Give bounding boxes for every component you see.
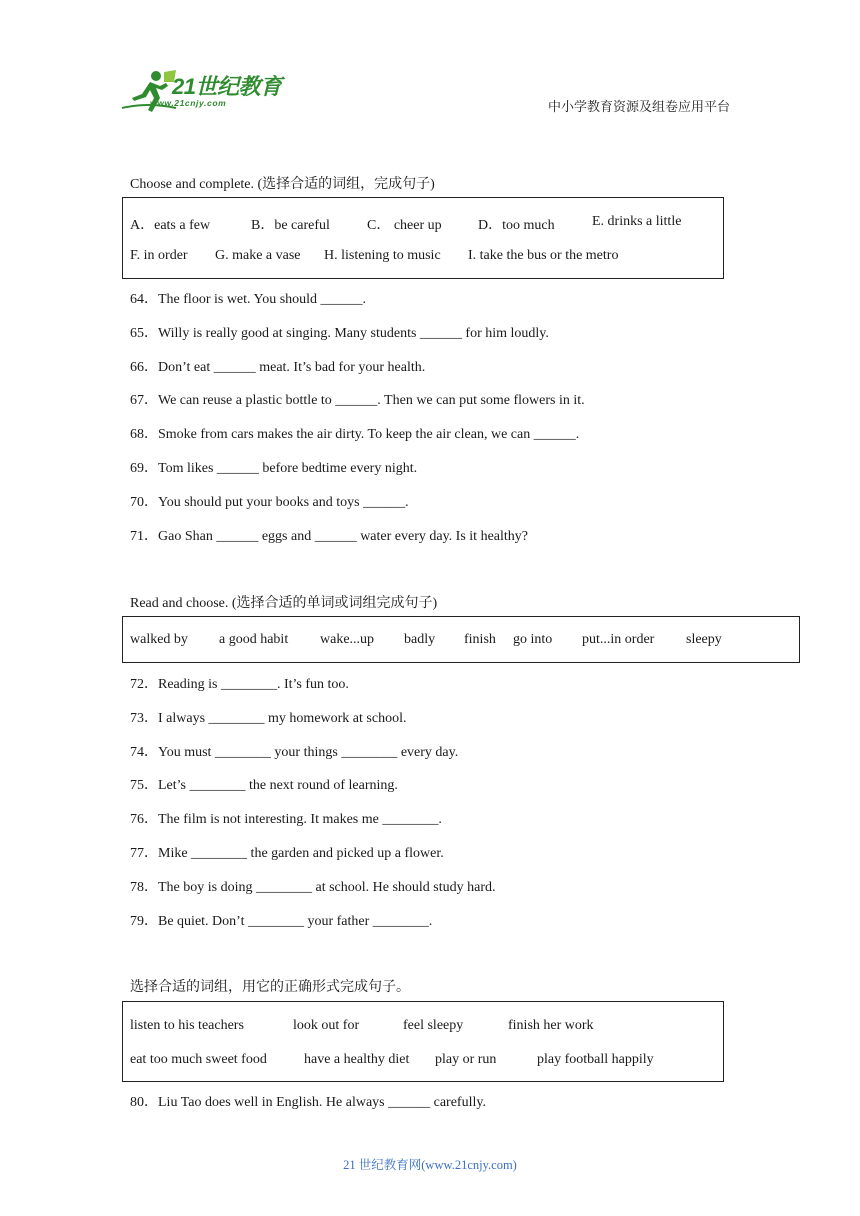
phrase-have-a-healthy-diet: have a healthy diet [304, 1052, 410, 1067]
question-72: 72．Reading is ________. It’s fun too. [130, 677, 349, 692]
logo-subtitle: www.21cnjy.com [150, 98, 227, 108]
question-75: 75．Let’s ________ the next round of learning. [130, 778, 398, 793]
option-b: B．be careful [251, 218, 330, 233]
question-64: 64．The floor is wet. You should ______. [130, 292, 367, 307]
question-65: 65．Willy is really good at singing. Many students ______ for him loudly. [130, 326, 549, 341]
section2-title: Read and choose. (选择合适的单词或词组完成句子) [130, 596, 438, 611]
phrase-play-or-run: play or run [435, 1052, 497, 1067]
phrase-play-football-happily: play football happily [537, 1052, 654, 1067]
word-a-good-habit: a good habit [219, 632, 289, 647]
word-walked-by: walked by [130, 632, 188, 647]
question-76: 76．The film is not interesting. It makes me ________. [130, 812, 442, 827]
question-80: 80．Liu Tao does well in English. He always ______ carefully. [130, 1095, 486, 1110]
phrase-feel-sleepy: feel sleepy [403, 1018, 464, 1033]
phrase-listen-to-his-teachers: listen to his teachers [130, 1018, 244, 1033]
question-73: 73．I always ________ my homework at school. [130, 711, 407, 726]
option-a: A．eats a few [130, 218, 211, 233]
section1-word-box [122, 197, 724, 279]
question-70: 70．You should put your books and toys ______. [130, 495, 409, 510]
question-69: 69．Tom likes ______ before bedtime every night. [130, 461, 418, 476]
section3-title: 选择合适的词组，用它的正确形式完成句子。 [130, 980, 410, 995]
platform-tagline: 中小学教育资源及组卷应用平台 [547, 99, 730, 114]
question-71: 71．Gao Shan ______ eggs and ______ water every day. Is it healthy? [130, 529, 528, 544]
word-wake-up: wake...up [320, 632, 375, 647]
section2-word-box [122, 616, 800, 663]
word-go-into: go into [513, 632, 553, 647]
site-logo [120, 68, 295, 116]
word-finish: finish [464, 632, 496, 647]
question-67: 67．We can reuse a plastic bottle to ______. Then we can put some flowers in it. [130, 393, 585, 408]
phrase-finish-her-work: finish her work [508, 1018, 594, 1033]
page-footer: 21 世纪教育网(www.21cnjy.com) [343, 1158, 517, 1172]
word-sleepy: sleepy [686, 632, 722, 647]
word-put-in-order: put...in order [582, 632, 655, 647]
logo-text: 21世纪教育 [172, 74, 282, 99]
option-h: H. listening to music [324, 248, 441, 263]
option-i: I. take the bus or the metro [468, 248, 619, 263]
question-79: 79．Be quiet. Don’t ________ your father ________. [130, 914, 433, 929]
question-74: 74．You must ________ your things ________ every day. [130, 745, 459, 760]
phrase-eat-too-much-sweet-food: eat too much sweet food [130, 1052, 267, 1067]
section3-word-box [122, 1001, 724, 1082]
question-78: 78．The boy is doing ________ at school. He should study hard. [130, 880, 496, 895]
question-68: 68．Smoke from cars makes the air dirty. To keep the air clean, we can ______. [130, 427, 580, 442]
phrase-look-out-for: look out for [293, 1018, 360, 1033]
option-f: F. in order [130, 248, 188, 263]
option-d: D．too much [478, 218, 555, 233]
section1-title: Choose and complete. (选择合适的词组，完成句子) [130, 177, 435, 192]
option-g: G. make a vase [215, 248, 301, 263]
option-e: E. drinks a little [592, 214, 682, 229]
option-c: C． cheer up [367, 218, 442, 233]
word-badly: badly [404, 632, 436, 647]
question-77: 77．Mike ________ the garden and picked up a flower. [130, 846, 444, 861]
running-man-icon [120, 68, 180, 116]
question-66: 66．Don’t eat ______ meat. It’s bad for your health. [130, 360, 426, 375]
